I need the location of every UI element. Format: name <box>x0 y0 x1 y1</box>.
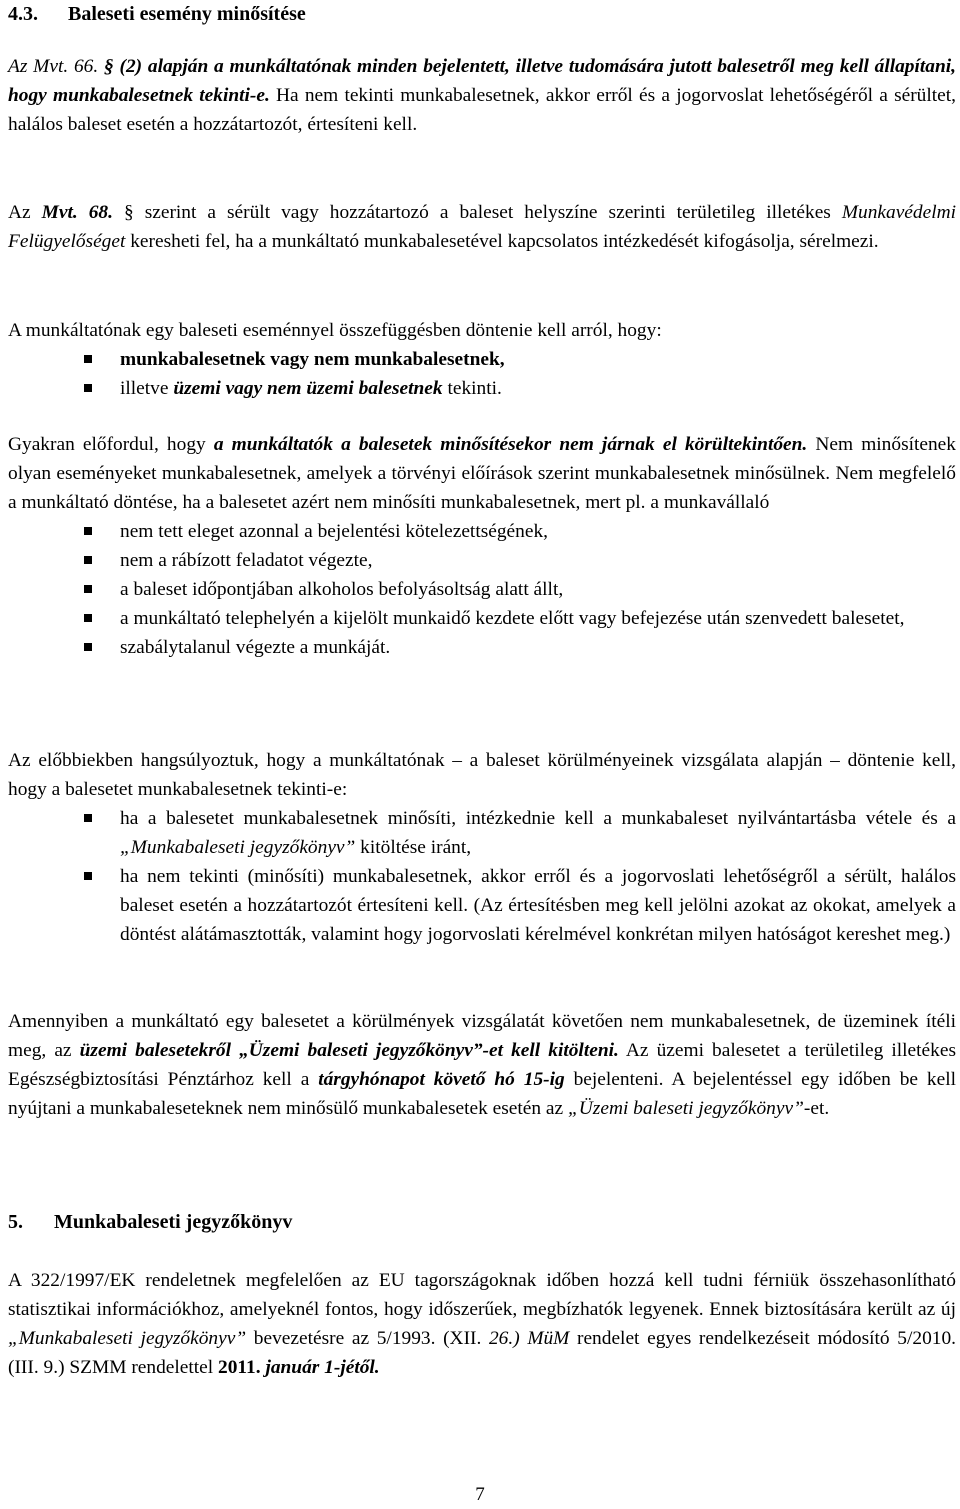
list-item: illetve üzemi vagy nem üzemi balesetnek tekinti. <box>120 374 956 403</box>
list-item: a munkáltató telephelyén a kijelölt munkaidő kezdete előtt vagy befejezése után szenvedett balesetet, <box>120 604 956 633</box>
list-item: ha a balesetet munkabalesetnek minősíti, intézkednie kell a munkabaleset nyilvántartásba vétele és a „Munkabaleseti jegyzőkönyv” kitöltése iránt, <box>120 804 956 862</box>
paragraph-frequent-errors: Gyakran előfordul, hogy a munkáltatók a balesetek minősítésekor nem járnak el körültekintően. Nem minősítenek olyan eseményeket munkabalesetnek, amelyek a törvényi előírások szerint munkabalesetnek minősülnek. Nem megfelelő a munkáltató döntése, ha a balesetet azért nem minősíti munkabalesetnek, mert pl. a munkavállaló nem tett eleget azonnal a bejelentési kötelezettségének, nem a rábízott feladatot végezte, a baleset időpontjában alkoholos befolyásoltság alatt állt, a munkáltató telephelyén a kijelölt munkaidő kezdete előtt vagy befejezése után szenvedett balesetet, szabálytalanul végezte a munkáját. <box>8 430 956 662</box>
paragraph-eu-regulation: A 322/1997/EK rendeletnek megfelelően az EU tagországoknak időben hozzá kell tudni férniük összehasonlítható statisztikai információkhoz, amelyeknél fontos, hogy időszerűek, megbízhatók legyenek. Ennek biztosítására került az új „Munkabaleseti jegyzőkönyv” bevezetésre az 5/1993. (XII. 26.) MüM rendelet egyes rendelkezéseit módosító 5/2010. (III. 9.) SZMM rendelettel 2011. január 1-jétől. <box>8 1270 956 1378</box>
decision-list <box>8 345 956 403</box>
section-4-3-heading <box>8 0 956 29</box>
section-number: 4.3. <box>8 3 38 25</box>
paragraph-mvt-68: Az Mvt. 68. § szerint a sérült vagy hozzátartozó a baleset helyszíne szerinti területileg illetékes Munkavédelmi Felügyelőséget keresheti fel, ha a munkáltató munkabalesetével kapcsolatos intézkedését kifogásolja, sérelmezi. <box>8 202 956 252</box>
paragraph-operational-accident: Amennyiben a munkáltató egy balesetet a körülmények vizsgálatát követően nem munkabalesetnek, de üzeminek ítéli meg, az üzemi balesetekről „Üzemi baleseti jegyzőkönyv”-et kell kitölteni. Az üzemi balesetet a területileg illetékes Egészségbiztosítási Pénztárhoz kell a tárgyhónapot követő hó 15-ig bejelenteni. A bejelentéssel egy időben be kell nyújtani a munkabaleseteknek nem minősülő munkabalesetek esetén az „Üzemi baleseti jegyzőkönyv”-et. <box>8 1011 957 1119</box>
section-title: Munkabaleseti jegyzőkönyv <box>54 1211 293 1233</box>
error-reasons-list <box>8 517 956 662</box>
paragraph-decision: A munkáltatónak egy baleseti eseménnyel összefüggésben döntenie kell arról, hogy: munkabalesetnek vagy nem munkabalesetnek, illetve üzemi vagy nem üzemi balesetnek tekinti. <box>8 316 956 403</box>
list-item: nem a rábízott feladatot végezte, <box>120 546 956 575</box>
list-item: nem tett eleget azonnal a bejelentési kötelezettségének, <box>120 517 956 546</box>
section-number: 5. <box>8 1211 23 1233</box>
paragraph-emphasis: Az előbbiekben hangsúlyoztuk, hogy a munkáltatónak – a baleset körülményeinek vizsgálata alapján – döntenie kell, hogy a balesetet munkabalesetnek tekinti-e: ha a balesetet munkabalesetnek minősíti, intézkednie kell a munkabaleset nyilvántartásba vétele és a „Munkabaleseti jegyzőkönyv” kitöltése iránt, ha nem tekinti (minősíti) munkabalesetnek, akkor erről és a jogorvoslati lehetőségről a sérült, halálos baleset esetén a hozzátartozót értesíteni kell. (Az értesítésben meg kell jelölni azokat az okokat, amelyek a döntést alátámasztották, valamint hogy jogorvoslati kérelmével konkrétan milyen hatóságot kereshet meg.) <box>8 746 956 949</box>
decision-outcomes-list <box>8 804 956 949</box>
paragraph-mvt-66: Az Mvt. 66. § (2) alapján a munkáltatónak minden bejelentett, illetve tudomására jutott balesetről meg kell állapítani, hogy munkabalesetnek tekinti-e. Ha nem tekinti munkabalesetnek, akkor erről és a jogorvoslat lehetőségéről a sérültet, halálos baleset esetén a hozzátartozót, értesíteni kell. <box>8 56 956 135</box>
page-number: 7 <box>475 1484 485 1505</box>
list-item: a baleset időpontjában alkoholos befolyásoltság alatt állt, <box>120 575 956 604</box>
list-item: ha nem tekinti (minősíti) munkabalesetnek, akkor erről és a jogorvoslati lehetőségről a sérült, halálos baleset esetén a hozzátartozót értesíteni kell. (Az értesítésben meg kell jelölni azokat az okokat, amelyek a döntést alátámasztották, valamint hogy jogorvoslati kérelmével konkrétan milyen hatóságot kereshet meg.) <box>120 862 956 949</box>
list-item: munkabalesetnek vagy nem munkabalesetnek, <box>120 345 956 374</box>
section-title: Baleseti esemény minősítése <box>68 3 306 25</box>
list-item: szabálytalanul végezte a munkáját. <box>120 633 956 662</box>
section-5-heading <box>8 1208 956 1237</box>
